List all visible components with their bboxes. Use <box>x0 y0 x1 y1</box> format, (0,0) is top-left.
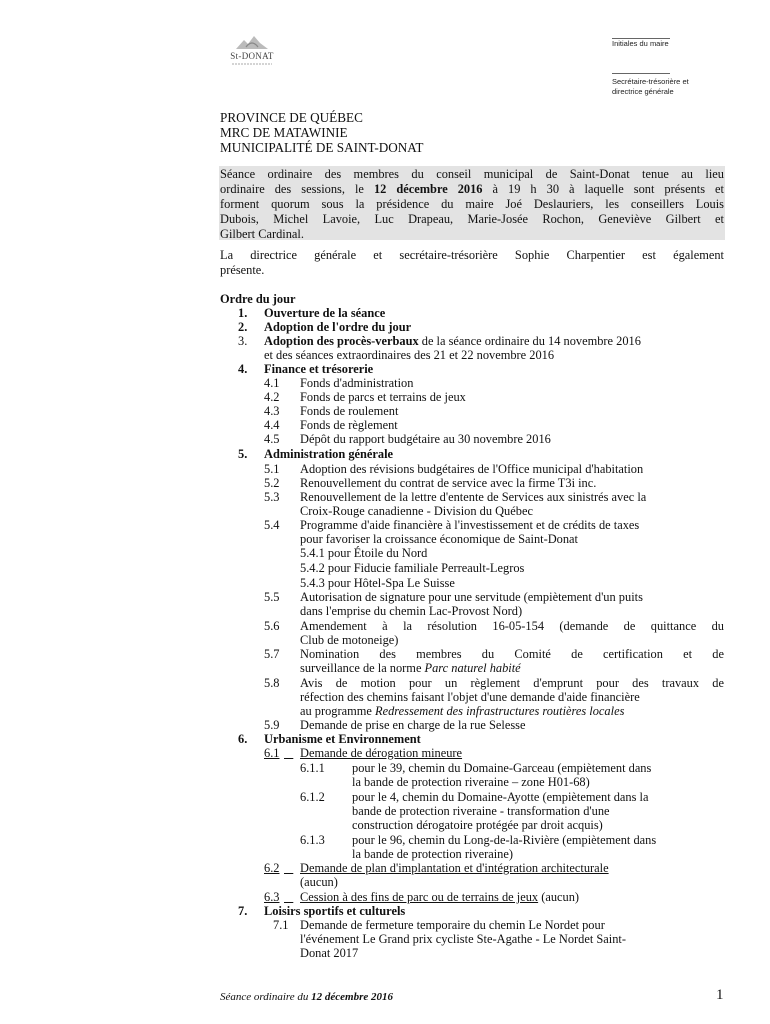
logo-tagline-icon <box>226 62 278 66</box>
subitem-label: Dépôt du rapport budgétaire au 30 novembre 2016 <box>300 432 551 446</box>
agenda-item-label: Finance et trésorerie <box>264 362 374 376</box>
intro-line: Gilbert Cardinal. <box>220 227 304 241</box>
subitem-label: Renouvellement de la lettre d'entente de Services aux sinistrés avec la <box>300 490 647 504</box>
subitem-number: 6.1 <box>264 746 280 760</box>
subitem-label: Demande de dérogation mineure <box>300 746 463 760</box>
subitem-continuation: réfection des chemins faisant l'objet d'une demande d'aide financière <box>300 690 640 704</box>
agenda-item-bold: Adoption des procès-verbaux <box>264 334 419 348</box>
agenda-item-label <box>264 334 641 348</box>
subitem-number: 5.7 <box>264 647 280 661</box>
subitem-label: Avis de motion pour un règlement d'emprunt pour des travaux de <box>300 676 724 690</box>
intro-text: à 19 h 30 à laquelle sont présents et <box>482 182 724 196</box>
agenda-item-label: Loisirs sportifs et culturels <box>264 904 406 918</box>
sub-subitem-continuation: la bande de protection riveraine) <box>352 847 513 861</box>
sub-subitem-continuation: bande de protection riveraine - transformation d'une <box>352 804 610 818</box>
header-municipality: MUNICIPALITÉ DE SAINT-DONAT <box>220 140 424 155</box>
subitem-number: 5.3 <box>264 490 280 504</box>
intro-line: Séance ordinaire des membres du conseil municipal de Saint-Donat tenue au lieu <box>220 167 724 181</box>
header-province: PROVINCE DE QUÉBEC <box>220 110 363 125</box>
subitem-label: Programme d'aide financière à l'investissement et de crédits de taxes <box>300 518 640 532</box>
subitem-continuation: pour favoriser la croissance économique de Saint-Donat <box>300 532 579 546</box>
agenda-item-number: 2. <box>238 320 248 334</box>
intro-paragraph <box>220 167 724 242</box>
subitem-number: 5.9 <box>264 718 280 732</box>
sub-subitem-number: 6.1.2 <box>300 790 325 804</box>
intro-line: Dubois, Michel Lavoie, Luc Drapeau, Marie-Josée Rochon, Geneviève Gilbert et <box>220 212 724 226</box>
subitem-continuation: l'événement Le Grand prix cycliste Ste-Agathe - Le Nordet Saint- <box>300 932 626 946</box>
agenda-item-label: Adoption de l'ordre du jour <box>264 320 412 334</box>
document-header <box>220 110 423 155</box>
presence-line: La directrice générale et secrétaire-trésorière Sophie Charpentier est également <box>220 248 724 262</box>
subitem-gap <box>284 890 293 904</box>
subitem-continuation: dans l'emprise du chemin Lac-Provost Nord) <box>300 604 523 618</box>
subitem-label: Fonds de parcs et terrains de jeux <box>300 390 466 404</box>
subitem-gap <box>284 861 293 875</box>
logo-text: St-DONAT <box>230 51 274 61</box>
agenda-item-number: 6. <box>238 732 248 746</box>
intro-text: ordinaire des sessions, le <box>220 182 374 196</box>
subitem-label: Fonds de roulement <box>300 404 399 418</box>
subitem-text: au programme <box>300 704 376 718</box>
subitem-text: surveillance de la norme <box>300 661 425 675</box>
sub-subitem: 5.4.3 pour Hôtel-Spa Le Suisse <box>300 576 455 590</box>
subitem-label <box>300 890 579 904</box>
logo-mountain-icon <box>236 34 268 50</box>
subitem-label: Autorisation de signature pour une servitude (empiètement d'un puits <box>300 590 643 604</box>
sub-subitem-label: pour le 96, chemin du Long-de-la-Rivière (empiètement dans <box>352 833 657 847</box>
subitem-label: Demande de fermeture temporaire du chemin Le Nordet pour <box>300 918 605 932</box>
subitem-label: Amendement à la résolution 16-05-154 (demande de quittance du <box>300 619 724 633</box>
subitem-continuation: (aucun) <box>300 875 338 889</box>
sub-subitem-label: pour le 39, chemin du Domaine-Garceau (empiètement dans <box>352 761 652 775</box>
subitem-label: Nomination des membres du Comité de certification et de <box>300 647 724 661</box>
sub-subitem-continuation: construction dérogatoire protégée par droit acquis) <box>352 818 603 832</box>
agenda-item-number: 4. <box>238 362 248 376</box>
footer-date: 12 décembre 2016 <box>311 991 394 1003</box>
agenda-item-label: Ouverture de la séance <box>264 306 386 320</box>
subitem-number: 4.1 <box>264 376 280 390</box>
subitem-label: Renouvellement du contrat de service avec la firme T3i inc. <box>300 476 597 490</box>
subitem-label: Demande de plan d'implantation et d'intégration architecturale <box>300 861 609 875</box>
header-mrc: MRC DE MATAWINIE <box>220 125 348 140</box>
page-number: 1 <box>716 987 724 1003</box>
subitem-continuation: Donat 2017 <box>300 946 359 960</box>
subitem-number: 4.2 <box>264 390 280 404</box>
subitem-gap <box>284 746 293 760</box>
agenda-item-number: 1. <box>238 306 248 320</box>
agenda-item-label: Administration générale <box>264 447 394 461</box>
subitem-continuation: Croix-Rouge canadienne - Division du Québec <box>300 504 533 518</box>
sub-subitem-number: 6.1.3 <box>300 833 325 847</box>
intro-line <box>220 182 724 197</box>
subitem-continuation <box>300 704 624 718</box>
agenda-item-number: 5. <box>238 447 248 461</box>
subitem-label: Fonds de règlement <box>300 418 398 432</box>
footer-text: Séance ordinaire du <box>220 991 312 1003</box>
agenda-item-continuation: et des séances extraordinaires des 21 et 22 novembre 2016 <box>264 348 555 362</box>
agenda-item-label: Urbanisme et Environnement <box>264 732 421 746</box>
subitem-text: (aucun) <box>538 890 580 904</box>
intro-line: forment quorum sous la présidence du maire Joé Deslauriers, les conseillers Louis <box>220 197 724 211</box>
sub-subitem-continuation: la bande de protection riveraine – zone H01-68) <box>352 775 590 789</box>
subitem-number: 6.3 <box>264 890 280 904</box>
sub-subitem: 5.4.1 pour Étoile du Nord <box>300 546 428 560</box>
secretary-label-line2: directrice générale <box>612 87 674 96</box>
sub-subitem-number: 6.1.1 <box>300 761 325 775</box>
presence-line: présente. <box>220 263 265 277</box>
subitem-number: 7.1 <box>273 918 289 932</box>
subitem-number: 5.2 <box>264 476 280 490</box>
initials-label: Initiales du maire <box>612 39 669 48</box>
municipality-logo <box>226 34 278 74</box>
subitem-italic: Redressement des infrastructures routières locales <box>375 704 625 718</box>
sub-subitem: 5.4.2 pour Fiducie familiale Perreault-Legros <box>300 561 525 575</box>
subitem-number: 5.1 <box>264 462 280 476</box>
subitem-number: 5.6 <box>264 619 280 633</box>
agenda-item-text: de la séance ordinaire du 14 novembre 2016 <box>418 334 641 348</box>
agenda-item-number: 3. <box>238 334 248 348</box>
secretary-label-line1: Secrétaire-trésorière et <box>612 77 689 86</box>
subitem-number: 5.4 <box>264 518 280 532</box>
presence-paragraph <box>220 248 724 278</box>
sub-subitem-label: pour le 4, chemin du Domaine-Ayotte (empiètement dans la <box>352 790 649 804</box>
subitem-number: 4.4 <box>264 418 280 432</box>
subitem-continuation <box>300 661 521 675</box>
agenda-title: Ordre du jour <box>220 292 296 306</box>
meeting-date: 12 décembre 2016 <box>373 182 483 196</box>
subitem-number: 4.3 <box>264 404 280 418</box>
subitem-label: Demande de prise en charge de la rue Selesse <box>300 718 526 732</box>
subitem-number: 6.2 <box>264 861 280 875</box>
subitem-number: 5.8 <box>264 676 280 690</box>
subitem-italic: Parc naturel habité <box>424 661 521 675</box>
subitem-number: 4.5 <box>264 432 280 446</box>
subitem-underlined: Cession à des fins de parc ou de terrains de jeux <box>300 890 539 904</box>
agenda-item-number: 7. <box>238 904 248 918</box>
secretary-signature-line <box>612 73 670 74</box>
subitem-label: Fonds d'administration <box>300 376 414 390</box>
page-footer <box>220 991 393 1003</box>
subitem-continuation: Club de motoneige) <box>300 633 399 647</box>
subitem-label: Adoption des révisions budgétaires de l'Office municipal d'habitation <box>300 462 644 476</box>
subitem-number: 5.5 <box>264 590 280 604</box>
